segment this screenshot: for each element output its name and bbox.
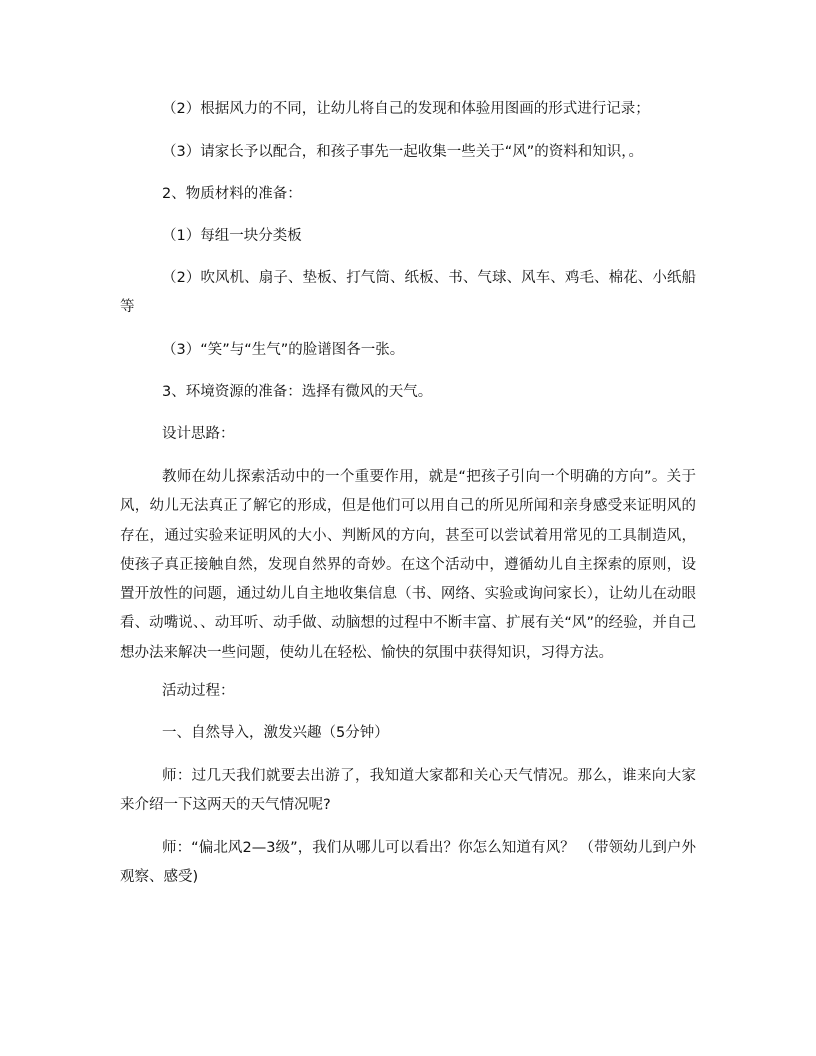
list-item-record: （2）根据风力的不同，让幼儿将自己的发现和体验用图画的形式进行记录； [162,101,650,117]
design-paragraph: 教师在幼儿探索活动中的一个重要作用，就是“把孩子引向一个明确的方向”。关于风，幼儿无法真正了解它的形成，但是他们可以用自己的所见所闻和亲身感受来证明风的存在，通过实验来证明风的大小、判断风的方向，甚至可以尝试着用常见的工具制造风，使孩子真正接触自然，发现自然界的奇妙。在这个活动中，遵循幼儿自主探索的原则，设置开放性的问题，通过幼儿自主地收集信息（书、网络、实验或询问家长），让幼儿在动眼看、动嘴说、、动耳听、动手做、动脑想的过程中不断丰富、扩展有关“风”的经验，并自己想办法来解决一些问题，使幼儿在轻松、愉快的氛围中获得知识，习得方法。 [120,469,696,661]
list-item-board: （1）每组一块分类板 [162,228,302,244]
list-item-tools: （2）吹风机、扇子、垫板、打气筒、纸板、书、气球、风车、鸡毛、棉花、小纸船等 [120,270,696,316]
section-heading-process: 活动过程： [162,683,235,699]
section-heading-design: 设计思路： [162,426,235,442]
teacher-dialogue-2: 师：“偏北风2—3级”，我们从哪儿可以看出？你怎么知道有风？ （带领幼儿到户外观察、感受) [120,840,696,886]
list-item-parents: （3）请家长予以配合，和孩子事先一起收集一些关于“风”的资料和知识，。 [162,144,643,160]
section-heading-environment: 3、环境资源的准备：选择有微风的天气。 [162,384,433,400]
section-heading-materials: 2、物质材料的准备： [162,186,302,202]
teacher-dialogue-1: 师：过几天我们就要去出游了，我知道大家都和关心天气情况。那么，谁来向大家来介绍一下这两天的天气情况呢? [120,768,696,814]
section-heading-intro: 一、自然导入，激发兴趣（5分钟） [162,725,389,741]
list-item-faces: （3）“笑”与“生气”的脸谱图各一张。 [162,342,405,358]
